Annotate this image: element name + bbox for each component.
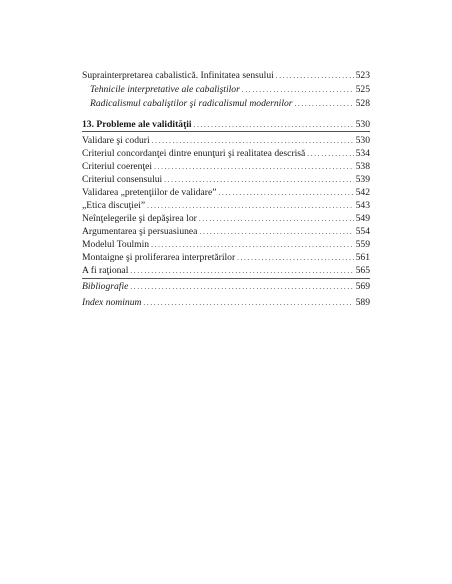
toc-entry-title: Bibliografie <box>82 281 129 292</box>
toc-entry-title: Criteriul coerenţei <box>82 161 153 172</box>
toc-subentry <box>90 97 370 110</box>
dot-leader <box>219 186 354 200</box>
toc-entry-title: Suprainterpretarea cabalistică. Infinitatea sensului <box>82 70 274 81</box>
toc-entry <box>82 160 370 173</box>
toc-entry-title: Radicalismul cabaliştilor şi radicalismul modernilor <box>90 98 293 109</box>
toc-entry-index <box>82 296 370 309</box>
dot-leader <box>199 212 354 226</box>
toc-entry-page: 559 <box>355 239 370 250</box>
dot-leader <box>242 83 354 97</box>
toc-entry-page: 543 <box>355 200 370 211</box>
dot-leader <box>147 199 353 213</box>
toc-entry-page: 525 <box>355 84 370 95</box>
toc-entry-page: 549 <box>355 213 370 224</box>
dot-leader <box>152 134 354 148</box>
dot-leader <box>143 296 353 310</box>
toc-entry-page: 589 <box>355 297 370 308</box>
toc-entry-page: 554 <box>355 226 370 237</box>
toc-entry-page: 534 <box>355 148 370 159</box>
dot-leader <box>276 69 354 83</box>
toc-entry-title: Criteriul concordanţei dintre enunţuri şi realitatea descrisă <box>82 148 306 159</box>
toc-entry-title: Modelul Toulmin <box>82 239 150 250</box>
dot-leader <box>130 264 353 278</box>
toc-entry-page: 561 <box>355 252 370 263</box>
dot-leader <box>151 238 354 252</box>
dot-leader <box>237 251 353 265</box>
dot-leader <box>199 225 353 239</box>
toc-subentry <box>90 83 370 96</box>
toc-entry-title: Criteriul consensului <box>82 174 163 185</box>
dot-leader <box>295 97 354 111</box>
toc-entry-page: 539 <box>355 174 370 185</box>
toc-entry <box>82 225 370 238</box>
toc-entry-title: Validarea „pretenţiilor de validare” <box>82 187 217 198</box>
toc-entry <box>82 134 370 147</box>
toc-entry <box>82 251 370 264</box>
toc-entry-page: 569 <box>355 281 370 292</box>
dot-leader <box>194 118 354 132</box>
toc-entry-page: 523 <box>355 70 370 81</box>
toc-entry-title: Validare şi coduri <box>82 135 150 146</box>
toc-entry <box>82 264 370 277</box>
toc-entry-title: 13. Probleme ale validităţii <box>82 119 192 130</box>
toc-entry-title: Neînţelegerile şi depăşirea lor <box>82 213 197 224</box>
toc-entry-title: A fi raţional <box>82 265 129 276</box>
toc-entry-bibliography <box>82 280 370 293</box>
toc-chapter-heading <box>82 118 370 131</box>
toc-entry <box>82 212 370 225</box>
dot-leader <box>164 173 353 187</box>
toc-entry-title: Index nominum <box>82 297 142 308</box>
toc-entry-page: 538 <box>355 161 370 172</box>
toc-entry-page: 530 <box>355 119 370 130</box>
toc-entry <box>82 186 370 199</box>
toc-entry-page: 565 <box>355 265 370 276</box>
dot-leader <box>307 147 353 161</box>
toc-entry <box>82 69 370 82</box>
toc-entry <box>82 147 370 160</box>
toc-entry-title: Argumentarea şi persuasiunea <box>82 226 198 237</box>
toc-entry <box>82 199 370 212</box>
toc-entry-title: Montaigne şi proliferarea interpretărilor <box>82 252 236 263</box>
toc-entry-page: 542 <box>355 187 370 198</box>
toc-entry <box>82 238 370 251</box>
toc-entry-title: „Etica discuţiei” <box>82 200 146 211</box>
dot-leader <box>130 280 353 294</box>
chapter-divider <box>82 131 370 132</box>
toc-entry <box>82 173 370 186</box>
toc-entry-page: 530 <box>355 135 370 146</box>
section-divider <box>82 278 370 279</box>
toc-entry-page: 528 <box>355 98 370 109</box>
dot-leader <box>154 160 354 174</box>
toc-entry-title: Tehnicile interpretative ale cabaliştilor <box>90 84 240 95</box>
